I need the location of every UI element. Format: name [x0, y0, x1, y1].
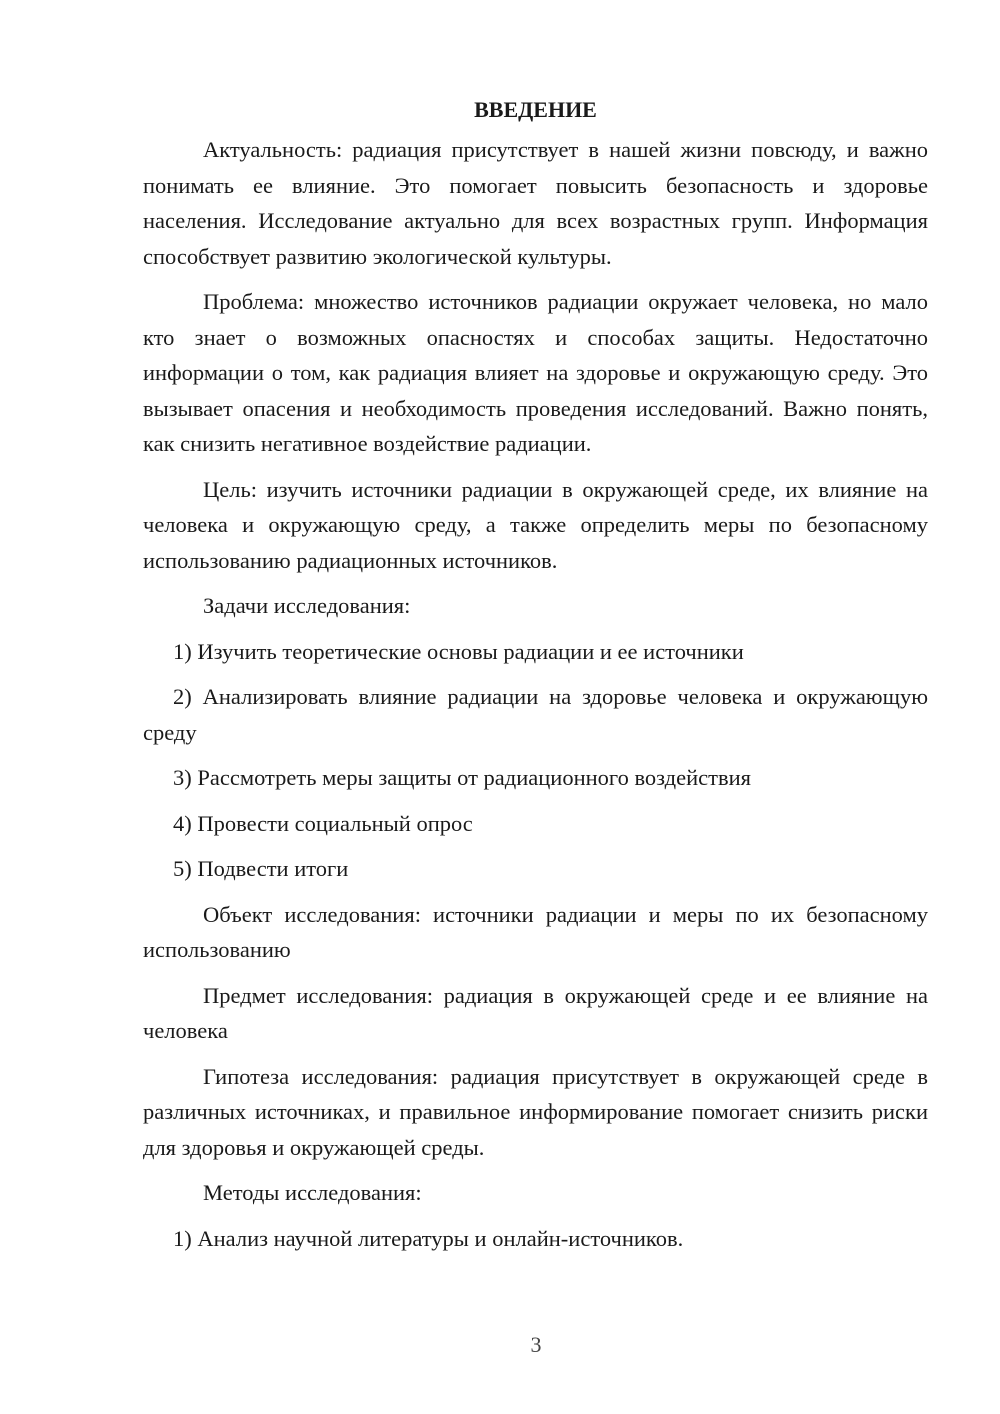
document-page [143, 92, 928, 1266]
subject-paragraph: Предмет исследования: радиация в окружающей среде и ее влияние на человека [143, 982, 928, 1043]
goal-paragraph: Цель: изучить источники радиации в окружающей среде, их влияние на человека и окружающую среду, а также определить меры по безопасному использованию радиационных источников. [143, 476, 928, 573]
object-paragraph: Объект исследования: источники радиации и меры по их безопасному использованию [143, 901, 928, 962]
task-item-3: 3) Рассмотреть меры защиты от радиационного воздействия [173, 765, 751, 790]
relevance-paragraph: Актуальность: радиация присутствует в нашей жизни повсюду, и важно понимать ее влияние. Это помогает повысить безопасность и здоровье населения. Исследование актуально для всех возрастных групп. Информация способствует развитию экологической культуры. [143, 137, 928, 269]
problem-paragraph: Проблема: множество источников радиации окружает человека, но мало кто знает о возможных опасностях и способах защиты. Недостаточно информации о том, как радиация влияет на здоровье и окружающую среду. Это вызывает опасения и необходимость проведения исследований. Важно понять, как снизить негативное воздействие радиации. [143, 289, 928, 456]
task-item-4: 4) Провести социальный опрос [173, 810, 473, 836]
hypothesis-paragraph: Гипотеза исследования: радиация присутствует в окружающей среде в различных источниках, и правильное информирование помогает снизить риски для здоровья и окружающей среды. [143, 1063, 928, 1160]
task-item-2: 2) Анализировать влияние радиации на здоровье человека и окружающую среду [143, 684, 928, 745]
method-item-1: 1) Анализ научной литературы и онлайн-источников. [173, 1225, 684, 1251]
section-heading: ВВЕДЕНИЕ [474, 97, 597, 122]
tasks-title: Задачи исследования: [203, 593, 411, 618]
task-item-5: 5) Подвести итоги [173, 856, 349, 881]
page-number: 3 [530, 1332, 542, 1357]
task-item-1: 1) Изучить теоретические основы радиации и ее источники [173, 638, 744, 664]
methods-title: Методы исследования: [203, 1180, 422, 1205]
